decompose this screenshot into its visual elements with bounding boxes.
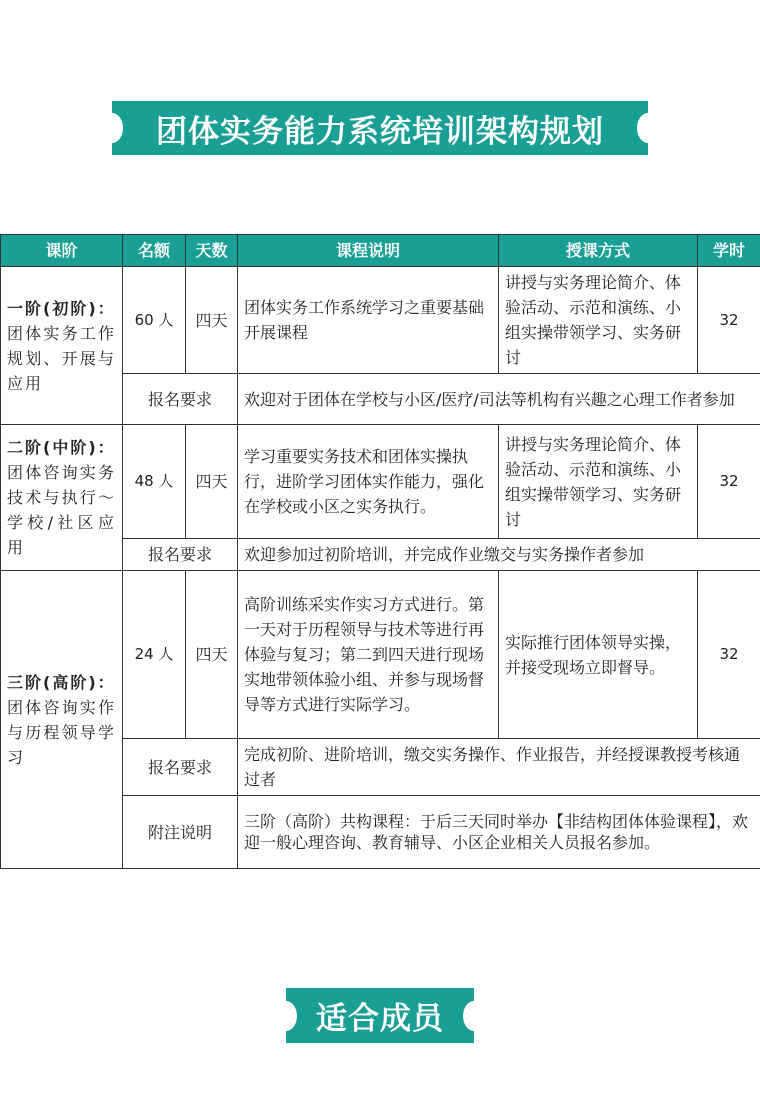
page-title: 团体实务能力系统培训架构规划 [156,113,604,150]
quota-cell: 48 人 [123,425,186,539]
requirement-cell: 欢迎对于团体在学校与小区/医疗/司法等机构有兴趣之心理工作者参加 [238,374,760,425]
quota-cell: 24 人 [123,571,186,739]
header-level: 课阶 [1,235,123,267]
level-title: 二阶(中阶)： [7,438,116,457]
quota-cell: 60 人 [123,267,186,374]
table-row [1,571,760,739]
method-cell: 实际推行团体领导实操，并接受现场立即督导。 [499,571,698,739]
level-desc: 团体实务工作规划、开展与应用 [7,323,116,393]
header-description: 课程说明 [238,235,499,267]
level-title: 三阶(高阶)： [7,672,116,692]
requirement-cell: 欢迎参加过初阶培训，并完成作业缴交与实务操作者参加 [238,539,760,571]
description-cell: 团体实务工作系统学习之重要基础开展课程 [238,267,499,374]
days-cell: 四天 [186,267,238,374]
method-cell: 讲授与实务理论简介、体验活动、示范和演练、小组实操带领学习、实务研讨 [499,267,698,374]
days-cell: 四天 [186,425,238,539]
level-cell [1,425,123,571]
note-cell: 三阶（高阶）共构课程：于后三天同时举办【非结构团体体验课程】，欢迎一般心理咨询、教育辅导、小区企业相关人员报名参加。 [238,796,760,869]
banner-notch-left [275,1001,297,1031]
banner-notch-left [101,113,123,143]
table-row [1,267,760,374]
level-cell [1,571,123,869]
header-quota: 名额 [123,235,186,267]
section-title: 适合成员 [316,1001,444,1037]
description-cell: 高阶训练采实作实习方式进行。第一天对于历程领导与技术等进行再体验与复习；第二到四天进行现场实地带领体验小组、并参与现场督导等方式进行实际学习。 [238,571,499,739]
hours-cell: 32 [698,425,760,539]
note-label: 附注说明 [123,796,238,869]
header-method: 授课方式 [499,235,698,267]
requirement-cell: 完成初阶、进阶培训，缴交实务操作、作业报告，并经授课教授考核通过者 [238,739,760,796]
table-row [1,425,760,539]
level-title: 一阶(初阶)： [7,298,116,318]
level-desc: 团体咨询实务技术与执行～学校/社区应用 [7,463,116,557]
requirement-label: 报名要求 [123,739,238,796]
table-header-row [1,235,760,267]
banner-notch-right [463,1001,485,1031]
header-hours: 学时 [698,235,760,267]
header-days: 天数 [186,235,238,267]
hours-cell: 32 [698,571,760,739]
requirement-label: 报名要求 [123,374,238,425]
method-cell: 讲授与实务理论简介、体验活动、示范和演练、小组实操带领学习、实务研讨 [499,425,698,539]
banner-notch-right [637,113,659,143]
training-structure-table [0,234,760,869]
level-cell [1,267,123,425]
hours-cell: 32 [698,267,760,374]
days-cell: 四天 [186,571,238,739]
level-desc: 团体咨询实作与历程领导学习 [7,697,116,767]
members-banner [286,988,474,1043]
title-banner [112,101,648,155]
requirement-label: 报名要求 [123,539,238,571]
description-cell: 学习重要实务技术和团体实操执行，进阶学习团体实作能力，强化在学校或小区之实务执行。 [238,425,499,539]
